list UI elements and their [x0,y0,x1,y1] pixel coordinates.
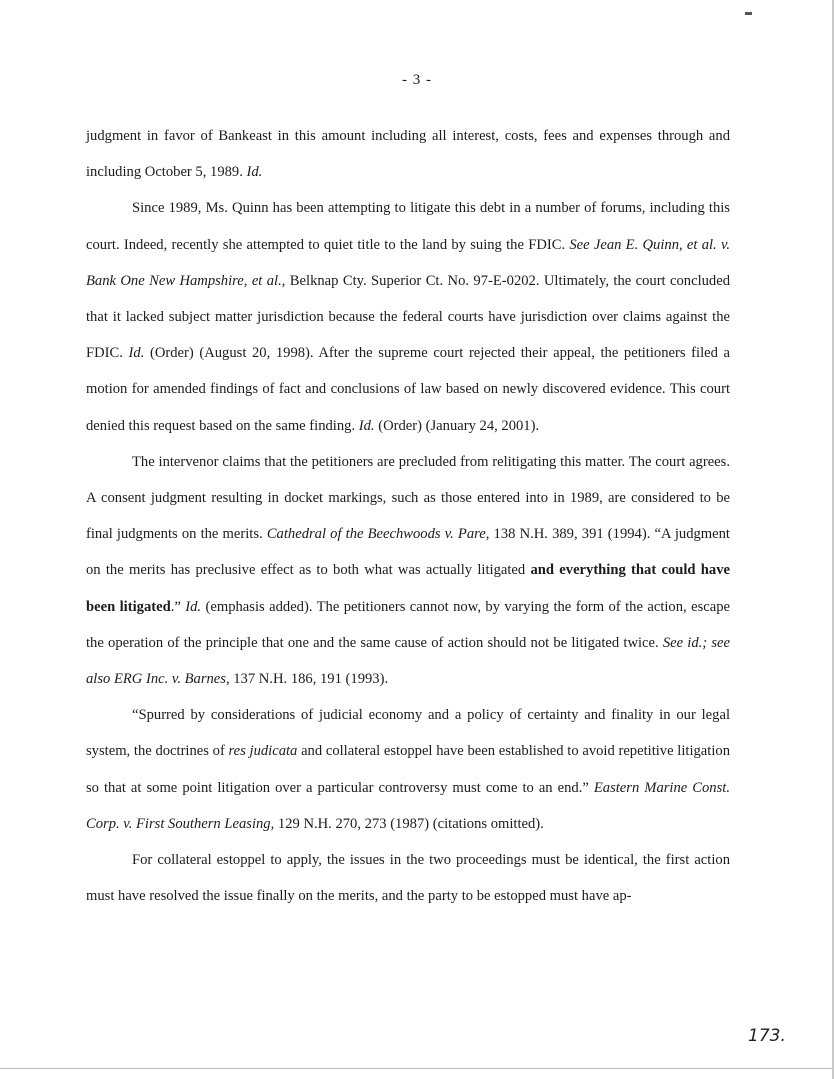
paragraph-text: (Order) (August 20, 1998). After the supreme court rejected their appeal, the petitioners filed a motion for amended findings of fact and conclusions of law based on newly discovered evidence. This court denied this request based on the same finding. [86,345,731,434]
emphasized-text: and everything that could have been litigated [86,562,730,615]
paragraph-p5 [86,842,730,914]
page-number: - 3 - [402,72,432,88]
paragraph-p3 [86,444,730,697]
document-body [86,118,730,914]
paragraph-p2 [86,190,730,443]
paragraph-text: The intervenor claims that the petitioners are precluded from relitigating this matter. The court agrees. A consent judgment resulting in docket markings, such as those entered into in 1989, are considered to be final judgments on the merits. [86,453,730,543]
paragraph-p1 [86,118,730,190]
paragraph-text: (Order) (January 24, 2001). [374,417,540,434]
paragraph-p4 [86,697,730,842]
paragraph-text: For collateral estoppel to apply, the issues in the two proceedings must be identical, the first action must have resolved the issue finally on the merits, and the party to be estopped must have ap- [86,852,730,905]
scan-speck-top-right [745,12,752,15]
paragraph-text: .” [170,598,186,615]
paragraph-text: 129 N.H. 270, 273 (1987) (citations omitted). [274,815,544,832]
paragraph-text: Since 1989, Ms. Quinn has been attempting to litigate this debt in a number of forums, including this court. Indeed, recently she attempted to quiet title to the land by suing the FDIC. [86,200,730,253]
paragraph-text: 137 N.H. 186, 191 (1993). [229,671,389,688]
scan-bottom-edge [0,1068,834,1069]
paragraph-text: 138 N.H. 389, 391 (1994). “A judgment on the merits has preclusive effect as to both what was actually litigated [86,526,730,579]
citation-text: Id. [185,598,202,615]
paragraph-text: “Spurred by considerations of judicial economy and a policy of certainty and finality in our legal system, the doctrines of [86,707,730,760]
paragraph-text: judgment in favor of Bankeast in this amount including all interest, costs, fees and expenses through and including October 5, 1989. [86,128,730,181]
citation-text: Eastern Marine Const. Corp. v. First Southern Leasing, [86,779,730,832]
citation-text: Id. [358,417,375,434]
paragraph-text: and collateral estoppel have been established to avoid repetitive litigation so that at some point litigation over a particular controversy must come to an end.” [86,743,730,796]
handwritten-page-mark: 173. [748,1026,786,1046]
paragraph-text: Belknap Cty. Superior Ct. No. 97-E-0202. Ultimately, the court concluded that it lacked subject matter jurisdiction because the federal courts have jurisdiction over claims against the FDIC. [86,272,730,362]
citation-text: Cathedral of the Beechwoods v. Pare, [266,526,490,543]
citation-text: Id. [128,345,145,362]
citation-text: See Jean E. Quinn, et al. v. Bank One New Hampshire, et al., [86,236,730,289]
paragraph-text: (emphasis added). The petitioners cannot now, by varying the form of the action, escape the operation of the principle that one and the same cause of action should not be litigated twice. [86,598,730,651]
citation-text: See id.; see also ERG Inc. v. Barnes, [86,634,731,688]
citation-text: Id. [246,164,263,181]
citation-text: res judicata [228,743,298,760]
